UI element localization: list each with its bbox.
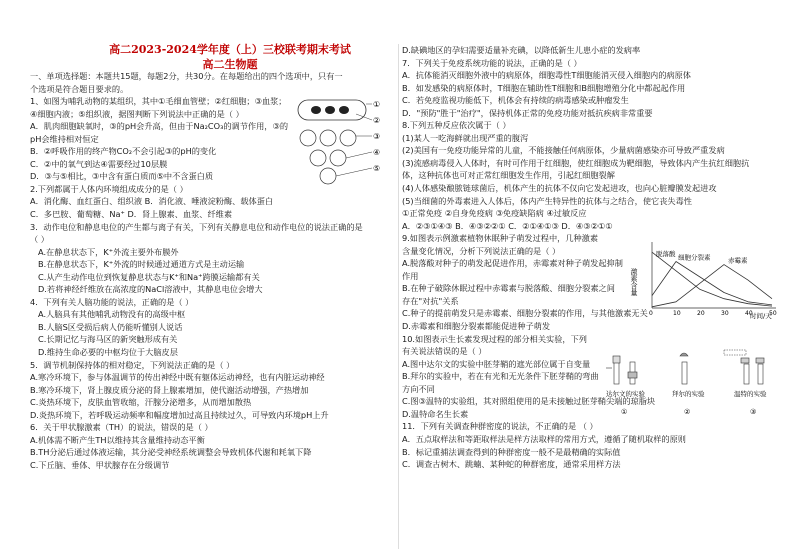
text-line: (1)某人一吃海鲜就出现严重的腹泻 — [402, 132, 529, 143]
exam-title: 高二2023-2024学年度（上）三校联考期末考试 — [109, 43, 351, 56]
question-stem: 3．动作电位和静息电位的产生都与离子有关，下列有关静息电位和动作电位的说法正确的是 — [30, 221, 363, 232]
diagram-label: ④ — [373, 148, 380, 157]
agar-tray — [724, 350, 746, 355]
coleoptile — [682, 362, 687, 384]
text-line: 含量变化情况，分析下列说法正确的是（ ） — [402, 245, 561, 256]
y-axis-label: 激素含量 — [630, 268, 638, 296]
series-label: 赤霉素 — [728, 256, 748, 265]
tissue-cell — [330, 150, 346, 166]
answer-option: B.拜尔的实验中，若在有光和无光条件下胚芽鞘的弯曲 — [402, 371, 599, 382]
answer-option: D.温特命名生长素 — [402, 408, 469, 419]
answer-option: A.机体需不断产生TH以维持其含量维持动态平衡 — [30, 434, 205, 445]
red-cell — [325, 106, 335, 114]
question-stem: 1、如图为哺乳动物的某组织，其中①毛细血管壁；②红细胞；③血浆； — [30, 96, 287, 107]
text-line: 一、单项选择题：本题共15题，每题2分，共30分。在每题给出的四个选项中，只有一 — [30, 71, 343, 81]
answer-option: A．消化酶、血红蛋白、组织液 B．消化液、唾液淀粉酶、载体蛋白 — [30, 196, 274, 207]
text-line: ①正常免疫 ②自身免疫病 ③免疫缺陷病 ④过敏反应 — [402, 208, 587, 219]
diagram-label: ⑤ — [373, 164, 380, 173]
diagram-label: ③ — [373, 132, 380, 141]
figure-caption: 拜尔的实验 — [672, 390, 705, 398]
text-line: （ ） — [30, 234, 49, 245]
answer-option: C.种子的提前萌发只是赤霉素、细胞分裂素的作用，与其他激素无关 — [402, 308, 648, 319]
question-stem: 9.如图表示例激素植物休眠种子萌发过程中，几种激素 — [402, 233, 599, 244]
answer-option: A.在静息状态下，K⁺外流主要外布膜外 — [38, 246, 179, 257]
series-label: 细胞分裂素 — [678, 253, 711, 262]
answer-option: B.人脑S区受损后病人仍能听懂别人说话 — [38, 321, 183, 332]
answer-option: C．②中的氧气到达④需要经过10层膜 — [30, 158, 168, 169]
answer-option: C．若免疫监视功能低下，机体会有持续的病毒感染或肿瘤发生 — [402, 95, 629, 106]
answer-option: B．如发感染的病原体时，T细胞在辅助性T细胞和B细胞增殖分化中都起起作用 — [402, 82, 686, 93]
answer-option: A．五点取样法和等距取样法是样方法取样的常用方式，遵循了随机取样的原则 — [402, 433, 686, 444]
answer-option: B．②呼吸作用的终产物CO₂不会引起③的pH的变化 — [30, 146, 217, 157]
base-cover — [628, 372, 637, 378]
went-experiment — [724, 350, 764, 384]
text-line: (5)当细菌的外毒素进入人体后，体内产生特异性的抗体与之结合，使它丧失毒性 — [402, 195, 692, 206]
answer-option: A.人脑具有其他哺乳动物没有的高级中枢 — [38, 309, 186, 320]
text-line: (4)人体感染酿脓链球菌后，机体产生的抗体不仅向它发起进攻，也向心脏瓣膜发起进攻 — [402, 183, 717, 194]
question-stem: 5．调节机制保持体的相对稳定，下列说法正确的是（ ） — [30, 359, 235, 370]
question-stem: 2.下列都属于人体内环境组成成分的是（ ） — [30, 183, 188, 194]
question-stem: 8.下列五种反应依次属于（ ） — [402, 120, 511, 131]
text-line: 有关说法错误的是（ ） — [402, 346, 487, 357]
x-axis-label: 时间/天 — [750, 312, 772, 320]
answer-option: C.下丘脑、垂体、甲状腺存在分级调节 — [30, 459, 170, 470]
answer-option: C.长期记忆与海马区的新突触形成有关 — [38, 334, 178, 345]
hormone-chart — [630, 238, 780, 320]
label-leader — [346, 152, 372, 158]
answer-option: D.赤霉素和细胞分裂素都能促进种子萌发 — [402, 321, 551, 332]
figure-number: ② — [684, 408, 691, 416]
figure-number: ① — [621, 408, 628, 416]
answer-option: D.炎热环境下，若呼吸运动频率和幅度增加过高且持续过久，可导致内环境pH上升 — [30, 409, 329, 420]
agar-block — [741, 358, 749, 363]
answer-option: A．②③①④③ B．④③②②① C．②①④①③ D．④③②①① — [402, 220, 613, 231]
answer-option: pH会维持相对恒定 — [30, 133, 99, 144]
answer-option: B.在种子破除休眠过程中赤霉素与脱落酸、细胞分裂素之间 — [402, 283, 615, 294]
question-stem: 6．关于甲状腺激素（TH）的说法，错误的是（ ） — [30, 422, 213, 433]
answer-option: D.维持生命必要的中枢均位于大脑皮层 — [38, 347, 178, 358]
answer-option: D.缺碘地区的孕妇需要适量补充碘，以降低新生儿患小症的发病率 — [402, 45, 641, 55]
figure-number: ③ — [750, 408, 757, 416]
text-line: (3)流感病毒侵入人体时，有时可作用于红细胞，使红细胞成为靶细胞，导致体内产生抗红细胞抗 — [402, 157, 750, 168]
answer-option: A．肌肉细胞缺氧时，③的pH会升高，但由于Na₂CO₃的调节作用，③的 — [30, 121, 289, 132]
tissue-cell — [340, 130, 356, 146]
answer-option: 作用 — [402, 270, 419, 281]
auxin-experiments-svg — [606, 348, 781, 418]
red-cell — [339, 106, 349, 114]
tissue-cell — [320, 130, 336, 146]
x-tick-label: 10 — [673, 310, 681, 317]
answer-option: D．"预防"胜于"治疗"，保持机体正常的免疫功能对抵抗疾病非常重要 — [402, 107, 653, 118]
coleoptile — [744, 364, 749, 384]
tissue-cell — [310, 150, 326, 166]
x-tick-label: 50 — [769, 310, 777, 317]
answer-option: C.从产生动作电位到恢复静息状态与K⁺和Na⁺跨膜运输都有关 — [38, 271, 260, 282]
series-line — [652, 265, 772, 307]
diagram-label: ② — [373, 116, 380, 125]
exam-subtitle: 高二生物题 — [202, 58, 258, 71]
tissue-diagram-svg — [296, 96, 380, 188]
figure-caption: 温特的实验 — [734, 390, 767, 398]
figure-caption: 达尔文的实验 — [606, 390, 645, 398]
text-line: 个选项是符合题目要求的。 — [30, 83, 129, 94]
text-line: ④细胞内液；⑤组织液，据图判断下列说法中正确的是（ ） — [30, 108, 244, 119]
tissue-cell — [320, 168, 336, 184]
answer-option: A.图中达尔文的实验中胚芽鞘的遮光部位属于自变量 — [402, 358, 591, 369]
question-stem: 10.如图表示生长素发现过程的部分相关实验，下列 — [402, 333, 587, 344]
answer-option: D.若将神经纤维放在高浓度的NaCl溶液中，其静息电位会增大 — [38, 284, 263, 295]
x-tick-label: 0 — [649, 310, 653, 317]
hormone-chart-svg — [630, 238, 780, 320]
auxin-experiments-figure — [606, 348, 781, 418]
question-stem: 4．下列有关人脑功能的说法，正确的是（ ） — [30, 296, 194, 307]
answer-option: C.炎热环境下，皮肤血管收缩，汗腺分泌增多，从而增加散热 — [30, 397, 252, 408]
text-line: 体，这种抗体也可对正常红细胞发生作用，引起红细胞裂解 — [402, 170, 615, 181]
answer-option: 存在"对抗"关系 — [402, 295, 459, 306]
column-divider — [398, 44, 399, 549]
answer-option: A．抗体能消灭细胞外液中的病原体，细胞毒性T细胞能消灭侵入细胞内的病原体 — [402, 70, 691, 81]
red-cell — [311, 106, 321, 114]
x-tick-label: 40 — [745, 310, 753, 317]
agar-block — [756, 358, 764, 363]
answer-option: B.寒冷环境下，肾上腺皮质分泌的肾上腺素增加，使代谢活动增强，产热增加 — [30, 384, 309, 395]
text-line: (2)美国有一免疫功能异常的儿童，不能接触任何病原体，少量病菌感染亦可导致严重发病 — [402, 145, 725, 156]
series-line — [652, 262, 772, 305]
answer-option: 方向不同 — [402, 383, 435, 394]
tissue-diagram — [296, 96, 380, 188]
answer-option: C．调查古树木、跳蝻、某种蛇的种群密度，通常采用样方法 — [402, 459, 621, 470]
tissue-cell — [300, 130, 316, 146]
answer-option: A.脱落酸对种子的萌发起促进作用，赤霉素对种子萌发起抑制 — [402, 258, 623, 269]
question-stem: 11．下列有关调查种群密度的说法，不正确的是 （ ） — [402, 421, 598, 432]
x-tick-label: 30 — [721, 310, 729, 317]
series-label: 脱落酸 — [656, 250, 676, 259]
x-tick-label: 20 — [697, 310, 705, 317]
coleoptile — [758, 364, 763, 384]
label-leader — [336, 168, 372, 176]
answer-option: B.在静息状态下，K⁺外流的时候通过通道方式是主动运输 — [38, 259, 245, 270]
displaced-tip — [680, 353, 688, 356]
tip-cap — [613, 356, 620, 363]
label-leader — [356, 114, 372, 120]
answer-option: B．标记重捕法调查得到的种群密度一般不是最精确的实际值 — [402, 446, 621, 457]
paal-experiment — [680, 353, 688, 384]
series-line — [652, 252, 772, 306]
title-spacer — [30, 42, 396, 70]
answer-option: D．③与⑤相比，③中含有蛋白质而⑤中不含蛋白质 — [30, 171, 214, 182]
diagram-label: ① — [373, 100, 380, 109]
answer-option: A.寒冷环境下，参与体温调节的传出神经中既有躯体运动神经，也有内脏运动神经 — [30, 372, 325, 383]
answer-option: C.图③温特的实验组，其对照组使用的是未接触过胚芽鞘尖端的琼脂块 — [402, 396, 656, 407]
answer-option: B.TH分泌后通过体液运输，其分泌受神经系统调整会导致机体代谢和耗氧下降 — [30, 447, 312, 458]
darwin-experiment — [606, 356, 637, 384]
answer-option: C．多巴胺、葡萄糖、Na⁺ D．肾上腺素、血浆、纤维素 — [30, 209, 233, 220]
coleoptile — [614, 362, 619, 384]
question-stem: 7．下列关于免疫系统功能的说法，正确的是（ ） — [402, 57, 582, 68]
